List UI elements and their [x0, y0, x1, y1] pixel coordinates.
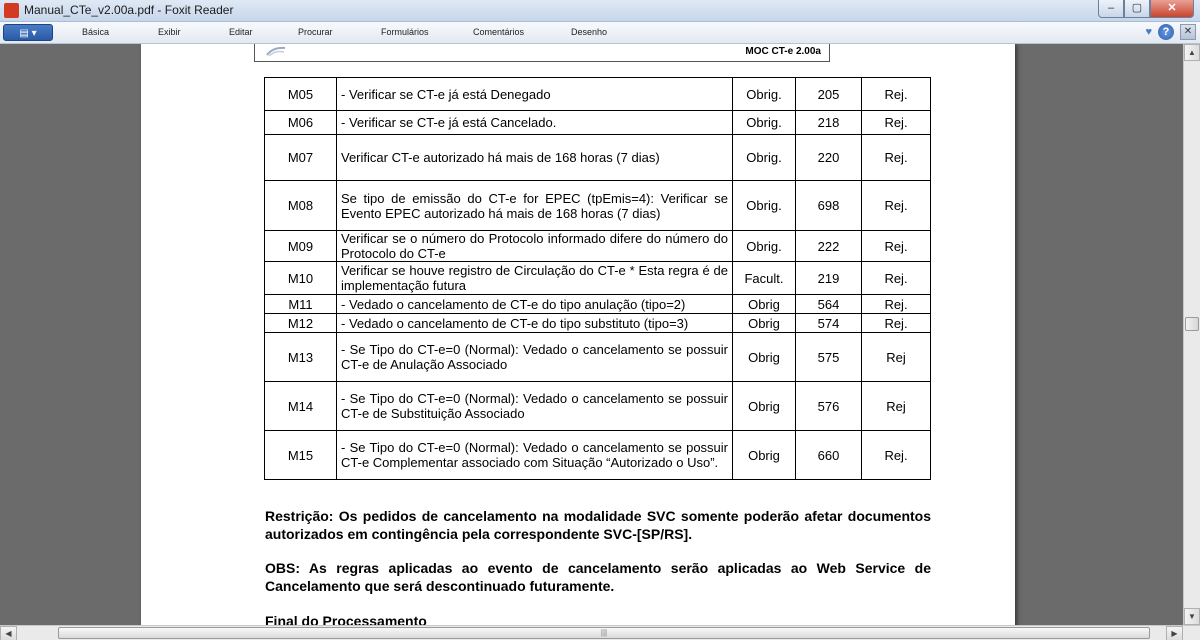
rule-obrigatoriedade-cell: Obrig [733, 333, 796, 382]
ribbon-right-icons [1145, 24, 1196, 40]
rule-obrigatoriedade-cell: Obrig [733, 431, 796, 480]
menu-exibir[interactable]: Exibir [158, 27, 181, 37]
rule-description-cell: - Se Tipo do CT-e=0 (Normal): Vedado o cancelamento se possuir CT-e Complementar associado com Situação “Autorizado o Uso”. [337, 431, 733, 480]
rule-code-cell: M12 [265, 314, 337, 333]
table-row [265, 295, 931, 314]
page-header [254, 44, 830, 62]
rejection-code-cell: 660 [796, 431, 862, 480]
rule-description-cell: Verificar se houve registro de Circulação do CT-e * Esta regra é de implementação futura [337, 262, 733, 295]
table-row [265, 181, 931, 231]
title-bar [0, 0, 1200, 22]
pdf-page [141, 44, 1015, 625]
rule-code-cell: M05 [265, 78, 337, 111]
rule-obrigatoriedade-cell: Obrig. [733, 231, 796, 262]
rule-effect-cell: Rej [862, 333, 931, 382]
rule-effect-cell: Rej. [862, 314, 931, 333]
table-row [265, 231, 931, 262]
rule-code-cell: M14 [265, 382, 337, 431]
rule-code-cell: M06 [265, 111, 337, 135]
scroll-left-button[interactable]: ◀ [0, 626, 17, 640]
vertical-scroll-thumb[interactable] [1185, 317, 1199, 331]
horizontal-scroll-thumb[interactable]: ||| [58, 627, 1150, 639]
rule-obrigatoriedade-cell: Obrig. [733, 135, 796, 181]
header-doc-version: MOC CT-e 2.00a [745, 46, 821, 57]
restricao-paragraph: Restrição: Os pedidos de cancelamento na modalidade SVC somente poderão afetar documentos autorizados em contingência pela correspondente SVC-[SP/RS]. [265, 508, 931, 542]
table-row [265, 111, 931, 135]
rule-code-cell: M11 [265, 295, 337, 314]
rule-description-cell: - Verificar se CT-e já está Denegado [337, 78, 733, 111]
rejection-code-cell: 220 [796, 135, 862, 181]
table-row [265, 314, 931, 333]
rule-obrigatoriedade-cell: Obrig [733, 382, 796, 431]
rule-obrigatoriedade-cell: Obrig. [733, 111, 796, 135]
table-row [265, 262, 931, 295]
rule-description-cell: Verificar se o número do Protocolo informado difere do número do Protocolo do CT-e [337, 231, 733, 262]
rule-description-cell: Verificar CT-e autorizado há mais de 168 horas (7 dias) [337, 135, 733, 181]
rule-obrigatoriedade-cell: Obrig [733, 295, 796, 314]
maximize-button[interactable]: ▢ [1124, 0, 1150, 18]
rule-code-cell: M09 [265, 231, 337, 262]
rejection-code-cell: 574 [796, 314, 862, 333]
document-view[interactable] [0, 44, 1183, 625]
rule-effect-cell: Rej. [862, 111, 931, 135]
window-controls [1098, 0, 1194, 19]
rejection-code-cell: 219 [796, 262, 862, 295]
rule-effect-cell: Rej. [862, 231, 931, 262]
horizontal-scrollbar[interactable] [0, 625, 1200, 640]
rule-effect-cell: Rej. [862, 181, 931, 231]
rule-code-cell: M13 [265, 333, 337, 382]
rule-code-cell: M07 [265, 135, 337, 181]
table-row [265, 135, 931, 181]
rule-description-cell: - Vedado o cancelamento de CT-e do tipo substituto (tipo=3) [337, 314, 733, 333]
rule-description-cell: - Verificar se CT-e já está Cancelado. [337, 111, 733, 135]
rule-obrigatoriedade-cell: Obrig [733, 314, 796, 333]
scroll-up-button[interactable]: ▲ [1184, 44, 1200, 61]
table-row [265, 333, 931, 382]
menu-comentarios[interactable]: Comentários [473, 27, 525, 37]
section-heading: Final do Processamento [265, 613, 427, 625]
rule-obrigatoriedade-cell: Obrig. [733, 181, 796, 231]
vertical-scrollbar[interactable] [1183, 44, 1200, 625]
logo-icon [265, 45, 287, 57]
table-row [265, 431, 931, 480]
scroll-right-button[interactable]: ▶ [1166, 626, 1183, 640]
foxit-app-icon [4, 3, 19, 18]
rule-effect-cell: Rej. [862, 262, 931, 295]
rule-description-cell: - Vedado o cancelamento de CT-e do tipo anulação (tipo=2) [337, 295, 733, 314]
heart-icon[interactable]: ♥ [1145, 26, 1152, 38]
rules-table [264, 77, 931, 480]
rule-obrigatoriedade-cell: Obrig. [733, 78, 796, 111]
rule-obrigatoriedade-cell: Facult. [733, 262, 796, 295]
rule-effect-cell: Rej. [862, 295, 931, 314]
rule-effect-cell: Rej. [862, 78, 931, 111]
rejection-code-cell: 222 [796, 231, 862, 262]
rejection-code-cell: 205 [796, 78, 862, 111]
menu-editar[interactable]: Editar [229, 27, 253, 37]
menu-desenho[interactable]: Desenho [571, 27, 608, 37]
rejection-code-cell: 698 [796, 181, 862, 231]
close-button[interactable]: ✕ [1150, 0, 1194, 18]
rule-effect-cell: Rej. [862, 135, 931, 181]
app-menu-button[interactable]: ▤ ▾ [3, 24, 53, 41]
rejection-code-cell: 564 [796, 295, 862, 314]
rule-code-cell: M08 [265, 181, 337, 231]
minimize-button[interactable]: – [1098, 0, 1124, 18]
help-icon[interactable]: ? [1158, 24, 1174, 40]
rule-effect-cell: Rej [862, 382, 931, 431]
close-icon[interactable]: ✕ [1180, 24, 1196, 40]
obs-paragraph: OBS: As regras aplicadas ao evento de cancelamento serão aplicadas ao Web Service de Cancelamento que será descontinuado futuramente. [265, 560, 931, 594]
menu-formularios[interactable]: Formulários [381, 27, 429, 37]
window-title: Manual_CTe_v2.00a.pdf - Foxit Reader [24, 3, 234, 17]
rule-description-cell: - Se Tipo do CT-e=0 (Normal): Vedado o cancelamento se possuir CT-e de Substituição Associado [337, 382, 733, 431]
menu-procurar[interactable]: Procurar [298, 27, 333, 37]
menu-basica[interactable]: Básica [82, 27, 110, 37]
rule-effect-cell: Rej. [862, 431, 931, 480]
rejection-code-cell: 575 [796, 333, 862, 382]
rule-code-cell: M15 [265, 431, 337, 480]
rule-description-cell: - Se Tipo do CT-e=0 (Normal): Vedado o cancelamento se possuir CT-e de Anulação Associado [337, 333, 733, 382]
ribbon-menu-bar [0, 22, 1200, 44]
table-row [265, 382, 931, 431]
scroll-down-button[interactable]: ▼ [1184, 608, 1200, 625]
rejection-code-cell: 218 [796, 111, 862, 135]
rule-description-cell: Se tipo de emissão do CT-e for EPEC (tpEmis=4): Verificar se Evento EPEC autorizado há mais de 168 horas (7 dias) [337, 181, 733, 231]
table-row [265, 78, 931, 111]
rule-code-cell: M10 [265, 262, 337, 295]
rejection-code-cell: 576 [796, 382, 862, 431]
